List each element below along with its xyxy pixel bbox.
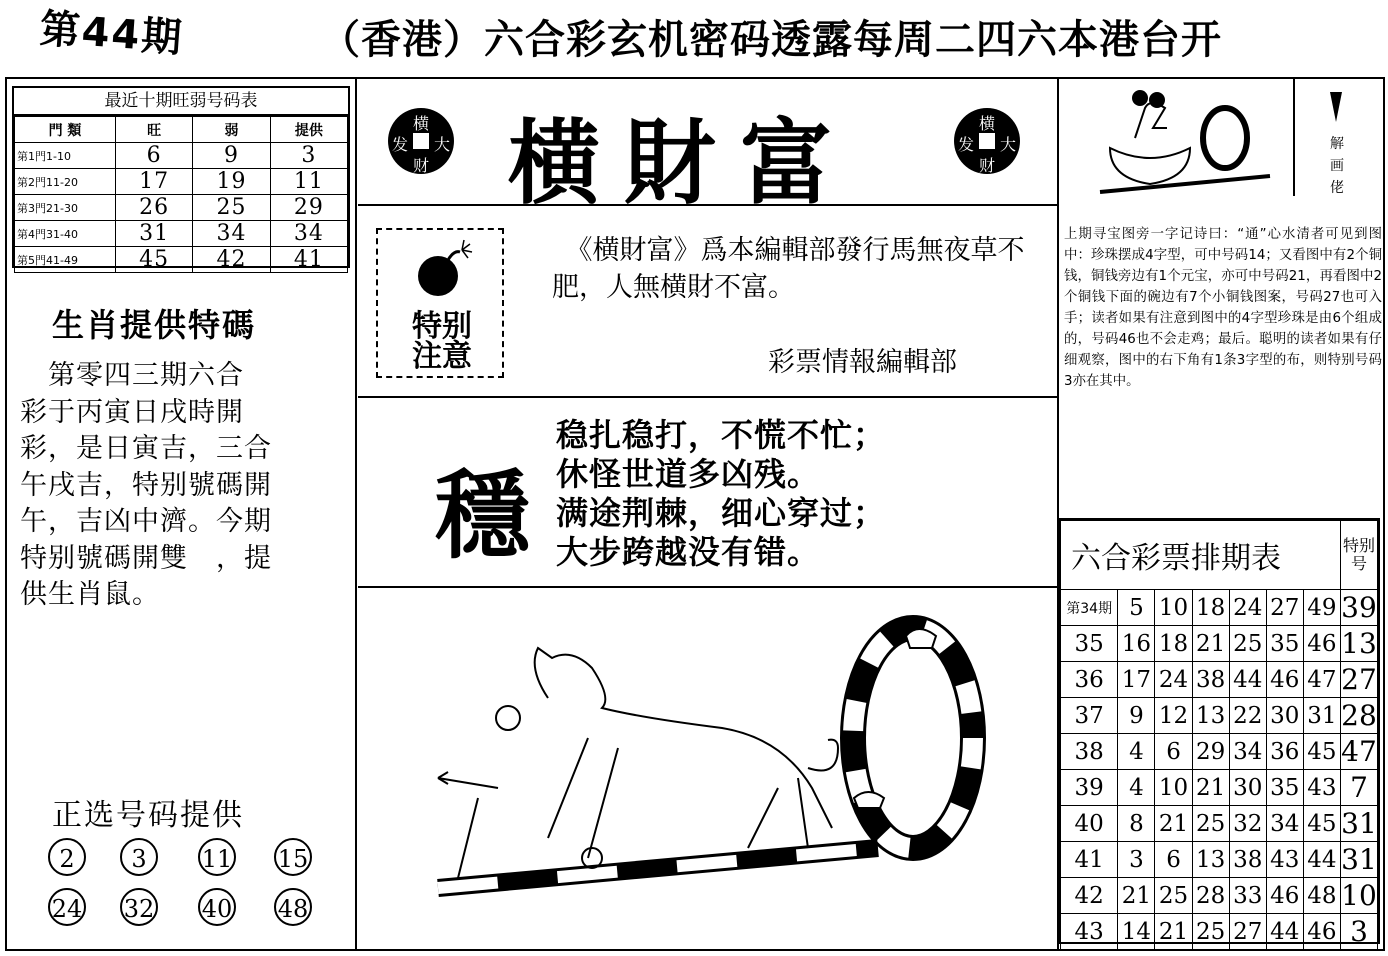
- pick-ball: 15: [274, 838, 312, 876]
- number-cell: 6: [1155, 734, 1192, 770]
- puzzle-illustration: [358, 588, 1058, 948]
- table-row: [15, 169, 348, 195]
- history-title: 最近十期旺弱号码表: [14, 88, 348, 116]
- table-row: [1061, 770, 1378, 806]
- number-cell: 25: [1229, 626, 1266, 662]
- poem: [556, 416, 886, 572]
- col-header: 弱: [193, 117, 270, 143]
- bowl-ring-illustration: [1060, 78, 1382, 196]
- zodiac-line: 午戌吉，特别號碼開: [20, 469, 272, 501]
- number-cell: 33: [1229, 878, 1266, 914]
- number-cell: 46: [1266, 878, 1303, 914]
- pick-ball: 24: [48, 888, 86, 926]
- issue-cell: 38: [1061, 734, 1118, 770]
- number-cell: 31: [1303, 698, 1340, 734]
- group-cell: 第4門31-40: [15, 221, 116, 247]
- special-number-cell: 27: [1341, 663, 1377, 696]
- table-row: [1061, 842, 1378, 878]
- stable-character: 穩: [434, 459, 530, 572]
- zodiac-text: [20, 358, 350, 614]
- number-cell: 12: [1155, 698, 1192, 734]
- bomb-icon: [414, 238, 474, 300]
- number-cell: 36: [1266, 734, 1303, 770]
- number-cell: 22: [1229, 698, 1266, 734]
- number-cell: 47: [1303, 662, 1340, 698]
- number-cell: 27: [1266, 590, 1303, 626]
- history-table: [12, 86, 350, 272]
- number-cell: 14: [1118, 914, 1155, 950]
- number-cell: 16: [1118, 626, 1155, 662]
- poem-line: 满途荆棘，细心穿过；: [556, 494, 887, 532]
- coin-char: 大: [1000, 135, 1017, 154]
- number-cell: 43: [1266, 842, 1303, 878]
- special-number-cell: 31: [1341, 843, 1377, 876]
- number-cell: 3: [1118, 842, 1155, 878]
- poem-line: 大步跨越没有错。: [556, 533, 821, 571]
- coin-char: 财: [979, 156, 996, 175]
- number-cell: 17: [1118, 662, 1155, 698]
- notice-badge: [376, 228, 504, 378]
- number-cell: 21: [1118, 878, 1155, 914]
- issue-number: 第44期: [38, 6, 185, 62]
- number-cell: 44: [1303, 842, 1340, 878]
- headline: （香港）六合彩玄机密码透露每周二四六本港台开: [320, 17, 1222, 63]
- center-column: [358, 86, 1058, 948]
- offer-cell: 41: [270, 247, 347, 273]
- group-cell: 第1門1-10: [15, 143, 116, 169]
- number-cell: 5: [1118, 590, 1155, 626]
- special-label: 特别号: [1341, 521, 1378, 590]
- table-row: [1061, 662, 1378, 698]
- brand-title: 横財富: [508, 109, 857, 217]
- notice-panel: [358, 206, 1058, 398]
- number-cell: 10: [1155, 770, 1192, 806]
- notice-signature: 彩票情報編輯部: [768, 347, 957, 378]
- special-number-cell: 10: [1341, 879, 1377, 912]
- group-cell: 第5門41-49: [15, 247, 116, 273]
- strong-cell: 26: [116, 195, 193, 221]
- number-cell: 44: [1266, 914, 1303, 950]
- history-grid: [14, 116, 348, 273]
- picks-title: 正选号码提供: [52, 798, 244, 833]
- notice-text: 《横財富》爲本編輯部發行馬無夜草不肥，人無横財不富。: [552, 235, 1025, 303]
- number-cell: 34: [1266, 806, 1303, 842]
- ox-illustration: [358, 588, 1058, 948]
- number-cell: 38: [1229, 842, 1266, 878]
- number-cell: 4: [1118, 770, 1155, 806]
- zodiac-line: 午，吉凶中濟。今期: [20, 506, 272, 537]
- strong-cell: 45: [116, 247, 193, 273]
- number-cell: 28: [1192, 878, 1229, 914]
- notice-label: 特别 注意: [412, 309, 472, 374]
- weak-cell: 34: [193, 221, 270, 247]
- table-row: [15, 143, 348, 169]
- table-row: [15, 247, 348, 273]
- number-cell: 49: [1303, 590, 1340, 626]
- coin-char: 财: [413, 156, 430, 175]
- number-cell: 25: [1192, 914, 1229, 950]
- number-cell: 38: [1192, 662, 1229, 698]
- pick-ball: 40: [198, 888, 236, 926]
- number-cell: 27: [1229, 914, 1266, 950]
- number-cell: 25: [1155, 878, 1192, 914]
- coin-char: 发: [958, 135, 975, 154]
- issue-cell: 35: [1061, 626, 1118, 662]
- pick-ball: 48: [274, 888, 312, 926]
- number-cell: 25: [1192, 806, 1229, 842]
- weak-cell: 19: [193, 169, 270, 195]
- number-cell: 30: [1266, 698, 1303, 734]
- number-cell: 8: [1118, 806, 1155, 842]
- coin-char: 横: [413, 114, 430, 133]
- special-number-cell: 7: [1341, 770, 1378, 806]
- number-cell: 21: [1192, 626, 1229, 662]
- pick-ball: 11: [198, 838, 236, 876]
- number-cell: 32: [1229, 806, 1266, 842]
- special-number-cell: 3: [1341, 914, 1378, 950]
- issue-cell: 第34期: [1061, 590, 1118, 626]
- number-cell: 18: [1192, 590, 1229, 626]
- number-cell: 34: [1229, 734, 1266, 770]
- group-cell: 第3門21-30: [15, 195, 116, 221]
- number-cell: 21: [1155, 914, 1192, 950]
- strong-cell: 6: [116, 143, 193, 169]
- riddle-text: 上期寻宝图旁一字记诗曰：“通”心水清者可见到图中：珍珠摆成4字型，可中号码14；又看图中有2个铜钱，铜钱旁边有1个元宝，亦可中号码21，再看图中2个铜钱下面的碗边有7个小铜钱图案，号码27也可入手；读者如果有注意到图中的4字型珍珠是由6个组成的，号码46也不会走鸡；最后。聪明的读者如果有仔细观察，图中的右下角有1条3字型的布，则特别号码3亦在其中。: [1064, 227, 1382, 389]
- number-cell: 46: [1266, 662, 1303, 698]
- riddle-label-char-1: 解: [1330, 136, 1344, 152]
- offer-cell: 29: [270, 195, 347, 221]
- number-cell: 13: [1192, 842, 1229, 878]
- number-cell: 4: [1118, 734, 1155, 770]
- poem-panel: [358, 398, 1058, 588]
- number-cell: 6: [1155, 842, 1192, 878]
- special-number-cell: 47: [1341, 735, 1377, 768]
- strong-cell: 31: [116, 221, 193, 247]
- issue-cell: 37: [1061, 698, 1118, 734]
- zodiac-line: 第零四三期六合: [20, 360, 244, 391]
- pointing-hand-icon: [1330, 92, 1342, 122]
- issue-cell: 40: [1061, 806, 1118, 842]
- issue-cell: 42: [1061, 878, 1118, 914]
- weak-cell: 42: [193, 247, 270, 273]
- table-row: [15, 195, 348, 221]
- table-row: [1061, 590, 1378, 626]
- number-cell: 24: [1155, 662, 1192, 698]
- table-row: [1061, 698, 1378, 734]
- riddle-label-char-2: 画: [1330, 158, 1344, 174]
- number-cell: 30: [1229, 770, 1266, 806]
- coin-icon: [388, 108, 454, 174]
- pick-ball: 2: [48, 838, 86, 876]
- schedule-table: [1058, 518, 1380, 948]
- number-cell: 10: [1155, 590, 1192, 626]
- strong-cell: 17: [116, 169, 193, 195]
- coin-char: 大: [434, 135, 451, 154]
- coin-char: 发: [392, 135, 409, 154]
- number-cell: 21: [1192, 770, 1229, 806]
- issue-cell: 41: [1061, 842, 1118, 878]
- special-number-cell: 28: [1341, 699, 1377, 732]
- table-row: [1061, 626, 1378, 662]
- special-number-cell: 31: [1341, 807, 1377, 840]
- number-cell: 48: [1303, 878, 1340, 914]
- offer-cell: 11: [270, 169, 347, 195]
- col-header: 旺: [116, 117, 193, 143]
- group-cell: 第2門11-20: [15, 169, 116, 195]
- number-cell: 45: [1303, 806, 1340, 842]
- special-number-cell: 13: [1341, 627, 1377, 660]
- number-cell: 35: [1266, 770, 1303, 806]
- number-cell: 44: [1229, 662, 1266, 698]
- zodiac-line: 彩，是日寅吉，三合: [20, 433, 272, 464]
- zodiac-line: 特别號碼開雙 ，提: [20, 542, 272, 574]
- number-cell: 46: [1303, 914, 1340, 950]
- coin-char: 横: [979, 114, 996, 133]
- weak-cell: 25: [193, 195, 270, 221]
- offer-cell: 3: [270, 143, 347, 169]
- number-cell: 18: [1155, 626, 1192, 662]
- poem-line: 休怪世道多凶残。: [556, 455, 821, 493]
- zodiac-line: 供生肖鼠。: [20, 579, 160, 610]
- number-cell: 9: [1118, 698, 1155, 734]
- coin-icon: [954, 108, 1020, 174]
- pick-ball: 32: [120, 888, 158, 926]
- number-cell: 45: [1303, 734, 1340, 770]
- number-cell: 21: [1155, 806, 1192, 842]
- col-header: 門 類: [15, 117, 116, 143]
- poem-line: 稳扎稳打，不慌不忙；: [556, 416, 887, 454]
- weak-cell: 9: [193, 143, 270, 169]
- table-row: [1061, 806, 1378, 842]
- schedule-title: 六合彩票排期表: [1061, 521, 1341, 590]
- table-row: [1061, 878, 1378, 914]
- col-header: 提供: [270, 117, 347, 143]
- zodiac-line: 彩于丙寅日戌時開: [20, 396, 244, 428]
- schedule-grid: [1060, 520, 1378, 950]
- number-cell: 43: [1303, 770, 1340, 806]
- special-number-cell: 39: [1341, 591, 1377, 624]
- pick-ball: 3: [120, 838, 158, 876]
- riddle-label-char-3: 佬: [1330, 180, 1344, 196]
- zodiac-title: 生肖提供特碼: [52, 306, 257, 344]
- issue-cell: 36: [1061, 662, 1118, 698]
- number-cell: 29: [1192, 734, 1229, 770]
- issue-cell: 43: [1061, 914, 1118, 950]
- brand-panel: [358, 86, 1058, 217]
- number-cell: 46: [1303, 626, 1340, 662]
- offer-cell: 34: [270, 221, 347, 247]
- table-row: [1061, 734, 1378, 770]
- number-cell: 35: [1266, 626, 1303, 662]
- table-row: [15, 221, 348, 247]
- number-cell: 13: [1192, 698, 1229, 734]
- number-cell: 24: [1229, 590, 1266, 626]
- table-row: [1061, 914, 1378, 950]
- issue-cell: 39: [1061, 770, 1118, 806]
